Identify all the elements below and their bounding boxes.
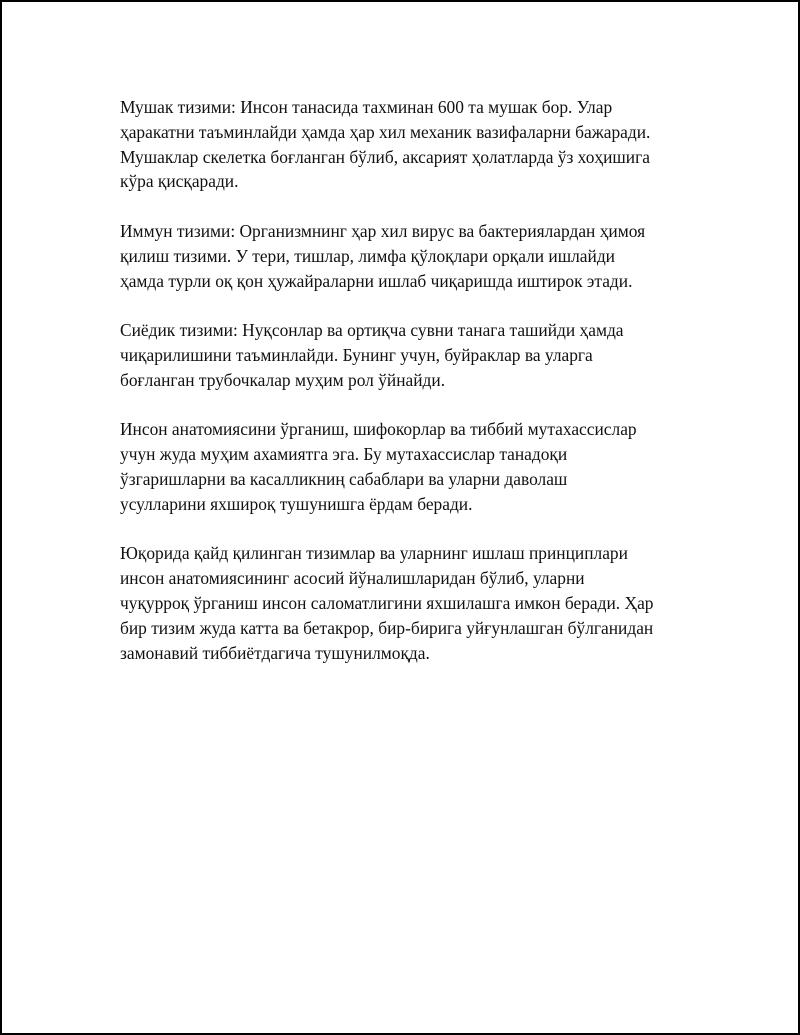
text-line: инсон анатомиясининг асосий йўналишларидан бўлиб, уларни bbox=[120, 568, 585, 589]
paragraph-anatomy-importance bbox=[120, 417, 700, 516]
text-line: замонавий тиббиётдагича тушунилмоқда. bbox=[120, 642, 430, 663]
text-line: кўра қисқаради. bbox=[120, 171, 239, 192]
text-line: боғланган трубочкалар муҳим рол ўйнайди. bbox=[120, 369, 446, 390]
text-line: қилиш тизими. У тери, тишлар, лимфа қўлоқлари орқали ишлайди bbox=[120, 245, 615, 266]
paragraph-urinary-system bbox=[120, 318, 700, 392]
text-line: Мушак тизими: Инсон танасида тахминан 600 та мушак бор. Улар bbox=[120, 97, 613, 117]
text-line: чиқарилишини таъминлайди. Бунинг учун, буйраклар ва уларга bbox=[120, 344, 593, 365]
paragraph-muscular-system bbox=[120, 95, 700, 194]
text-line: ҳаракатни таъминлайди ҳамда ҳар хил механик вазифаларни бажаради. bbox=[120, 121, 651, 142]
document-body bbox=[120, 95, 700, 690]
text-line: ўзгаришларни ва касалликниң сабаблари ва уларни даволаш bbox=[120, 468, 568, 489]
text-line: Мушаклар скелетка боғланган бўлиб, аксарият ҳолатларда ўз хоҳишига bbox=[120, 146, 650, 167]
text-line: Иммун тизими: Организмнинг ҳар хил вирус ва бактериялардан ҳимоя bbox=[120, 220, 646, 241]
text-line: Сиёдик тизими: Нуқсонлар ва ортиқча сувни танага ташийди ҳамда bbox=[120, 320, 624, 341]
paragraph-immune-system bbox=[120, 219, 700, 293]
text-line: чуқурроқ ўрганиш инсон саломатлигини яхшилашга имкон беради. Ҳар bbox=[120, 592, 654, 613]
text-line: бир тизим жуда катта ва бетакрор, бир-бирига уйғунлашган бўлганидан bbox=[120, 617, 654, 638]
text-line: Юқорида қайд қилинган тизимлар ва уларнинг ишлаш принциплари bbox=[120, 543, 628, 564]
paragraph-conclusion bbox=[120, 541, 700, 665]
text-line: ҳамда турли оқ қон ҳужайраларни ишлаб чиқаришда иштирок этади. bbox=[120, 270, 633, 291]
text-line: Инсон анатомиясини ўрганиш, шифокорлар ва тиббий мутахассислар bbox=[120, 419, 637, 440]
text-line: учун жуда муҳим ахамиятга эга. Бу мутахассислар танадоқи bbox=[120, 444, 568, 465]
text-line: усулларини яхшироқ тушунишга ёрдам беради. bbox=[120, 493, 473, 514]
